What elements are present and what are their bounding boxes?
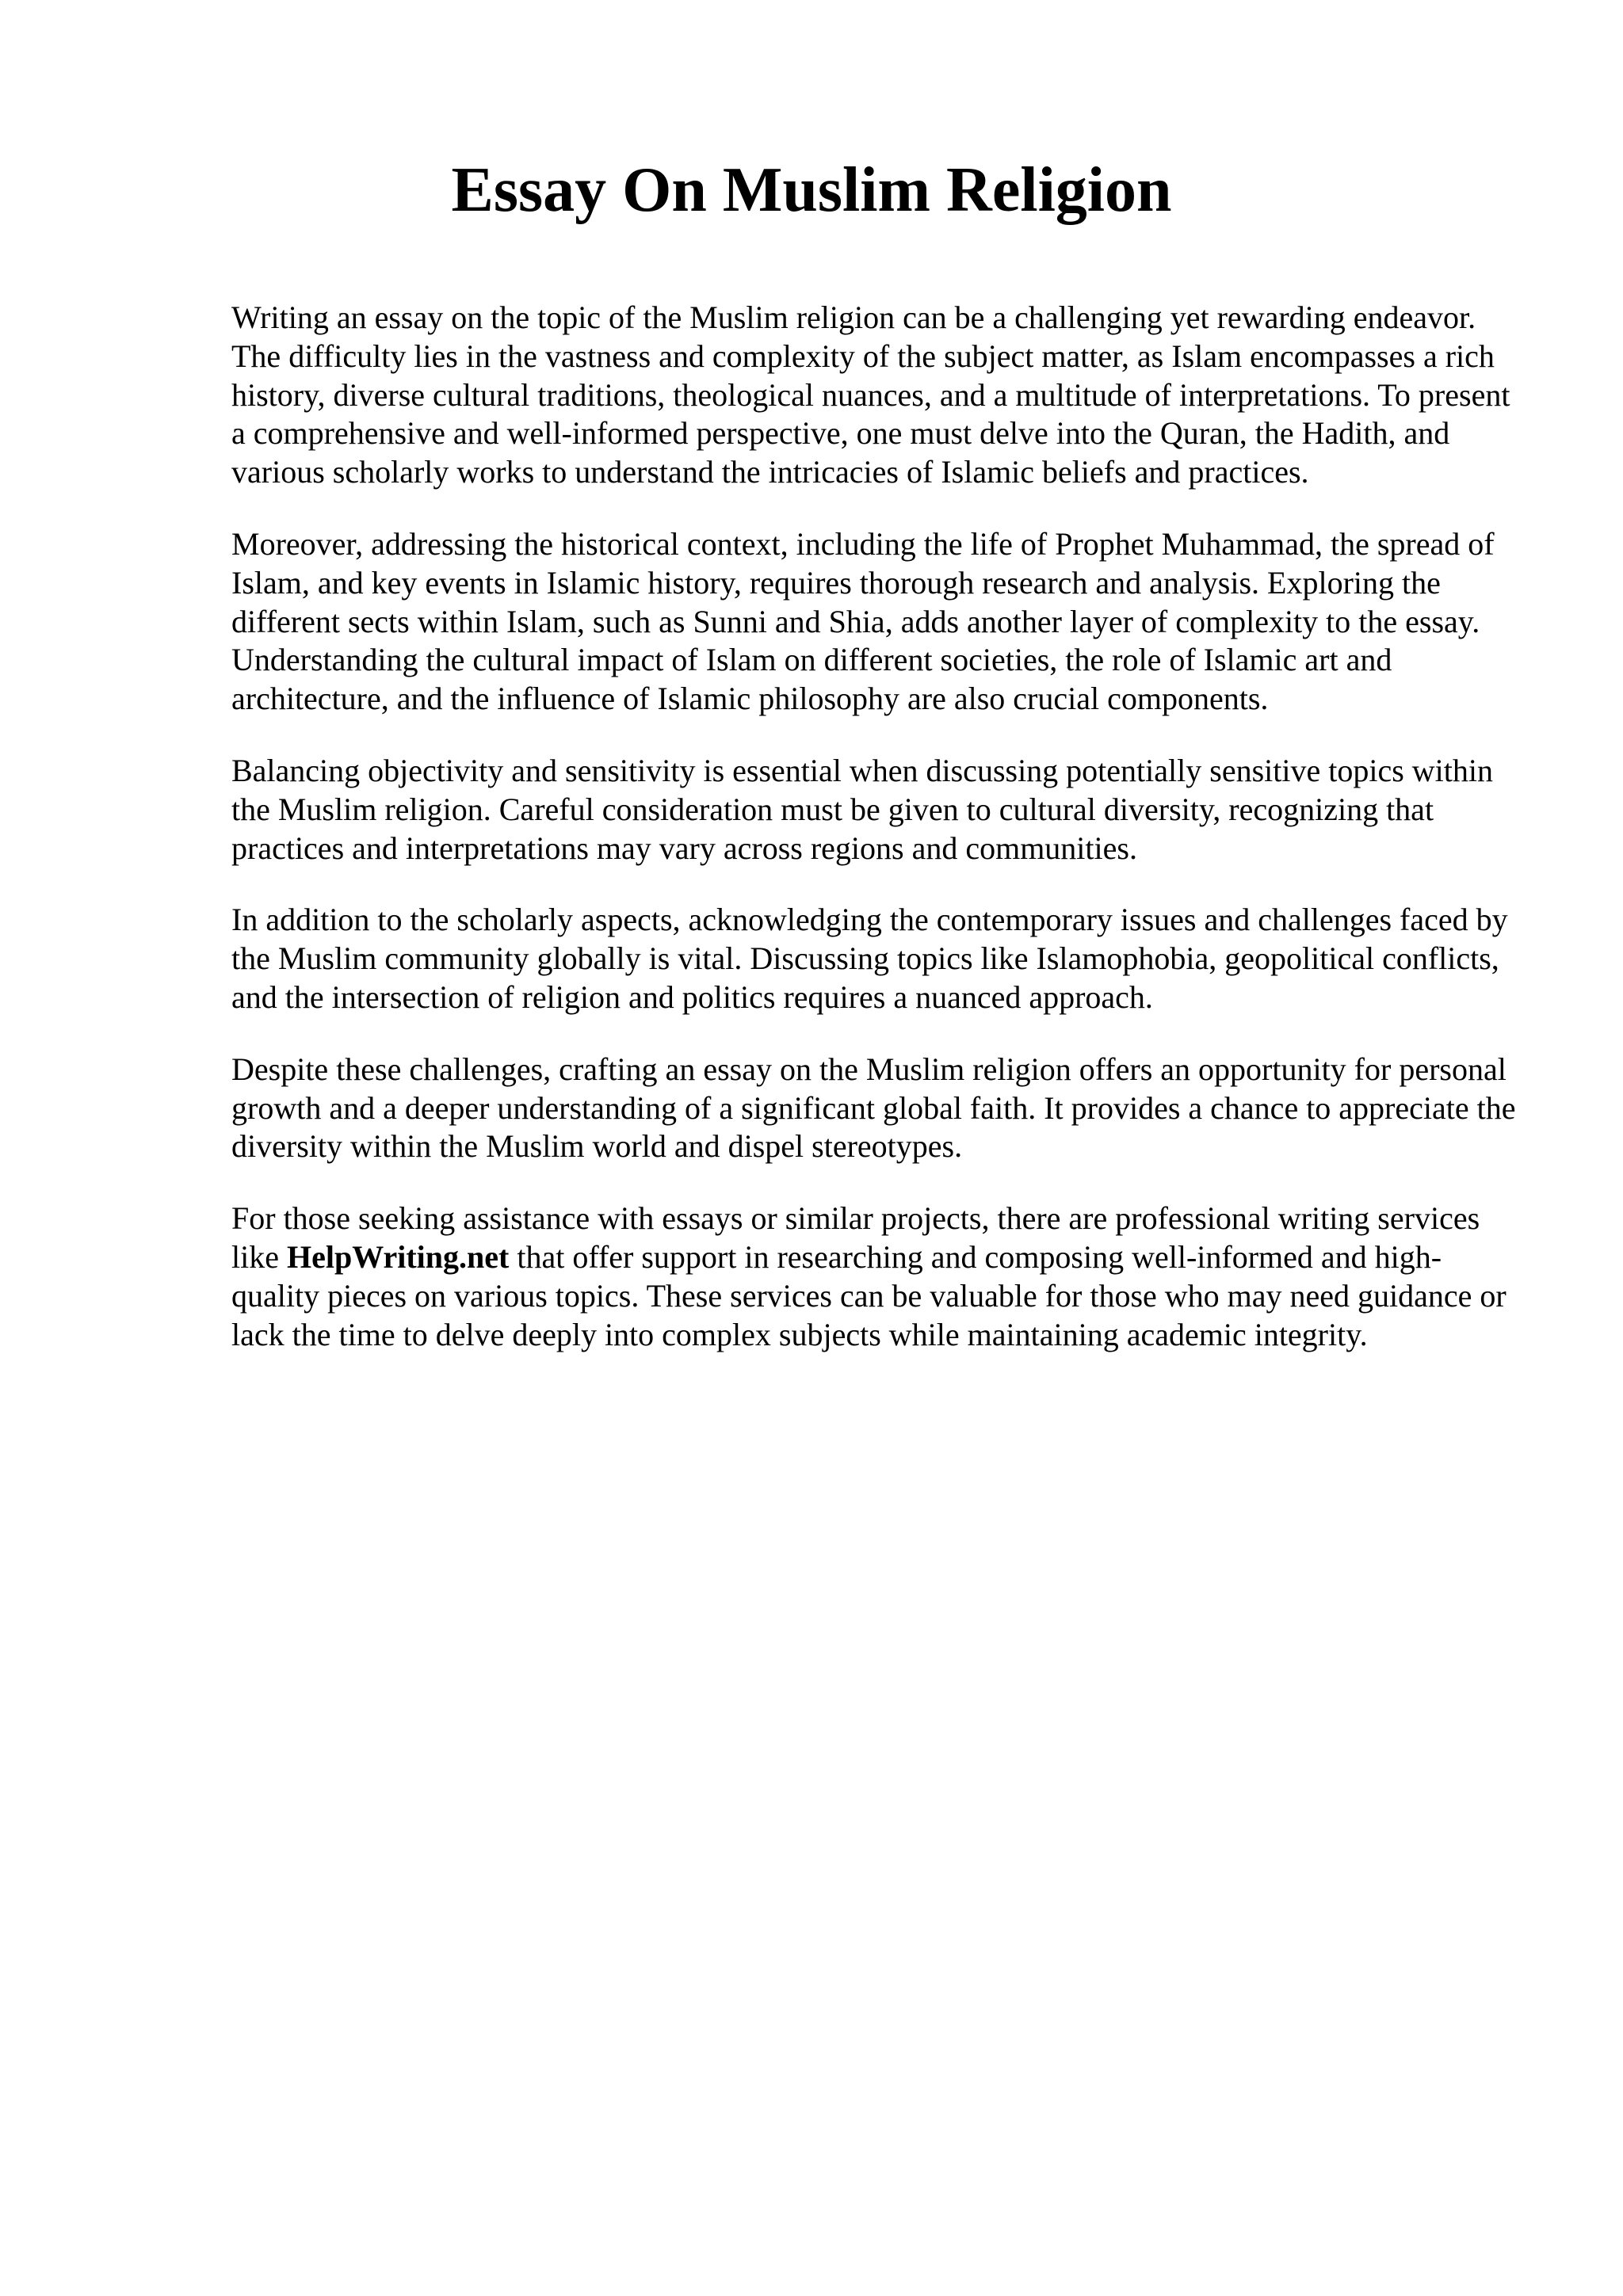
paragraph-5: Despite these challenges, crafting an essay on the Muslim religion offers an opportunity for personal growth and a deeper understanding of a significant global faith. It provides a chance to appreciate the diversity within the Muslim world and dispel stereotypes. <box>231 1051 1516 1165</box>
paragraph-6-rest: that offer support in researching and composing well-informed and high-quality pieces on various topics. These services can be valuable for those who may need guidance or lack the time to delve deeply into complex subjects while maintaining academic integrity. <box>231 1238 1507 1352</box>
paragraph-3: Balancing objectivity and sensitivity is essential when discussing potentially sensitive topics within the Muslim religion. Careful consideration must be given to cultural diversity, recognizing that practices and interpretations may vary across regions and communities. <box>231 752 1494 866</box>
paragraph-1: Writing an essay on the topic of the Muslim religion can be a challenging yet rewarding endeavor. The difficulty lies in the vastness and complexity of the subject matter, as Islam encompasses a rich history, diverse cultural traditions, theological nuances, and a multitude of interpretations. To present a comprehensive and well-informed perspective, one must delve into the Quran, the Hadith, and various scholarly works to understand the intricacies of Islamic beliefs and practices. <box>231 299 1510 490</box>
brand-name: HelpWriting.net <box>286 1238 510 1275</box>
paragraph-6 <box>231 1199 1520 1354</box>
essay-body <box>231 299 1520 1354</box>
paragraph-6-intro: For those seeking assistance with essays or similar projects, there are professional writing services like <box>231 1200 1480 1275</box>
page-title: Essay On Muslim Religion <box>451 155 1172 225</box>
paragraph-4: In addition to the scholarly aspects, acknowledging the contemporary issues and challenges faced by the Muslim community globally is vital. Discussing topics like Islamophobia, geopolitical conflicts, and the intersection of religion and politics requires a nuanced approach. <box>231 902 1508 1015</box>
paragraph-2: Moreover, addressing the historical context, including the life of Prophet Muhammad, the spread of Islam, and key events in Islamic history, requires thorough research and analysis. Exploring the different sects within Islam, such as Sunni and Shia, adds another layer of complexity to the essay. Understanding the cultural impact of Islam on different societies, the role of Islamic art and architecture, and the influence of Islamic philosophy are also crucial components. <box>231 525 1495 717</box>
